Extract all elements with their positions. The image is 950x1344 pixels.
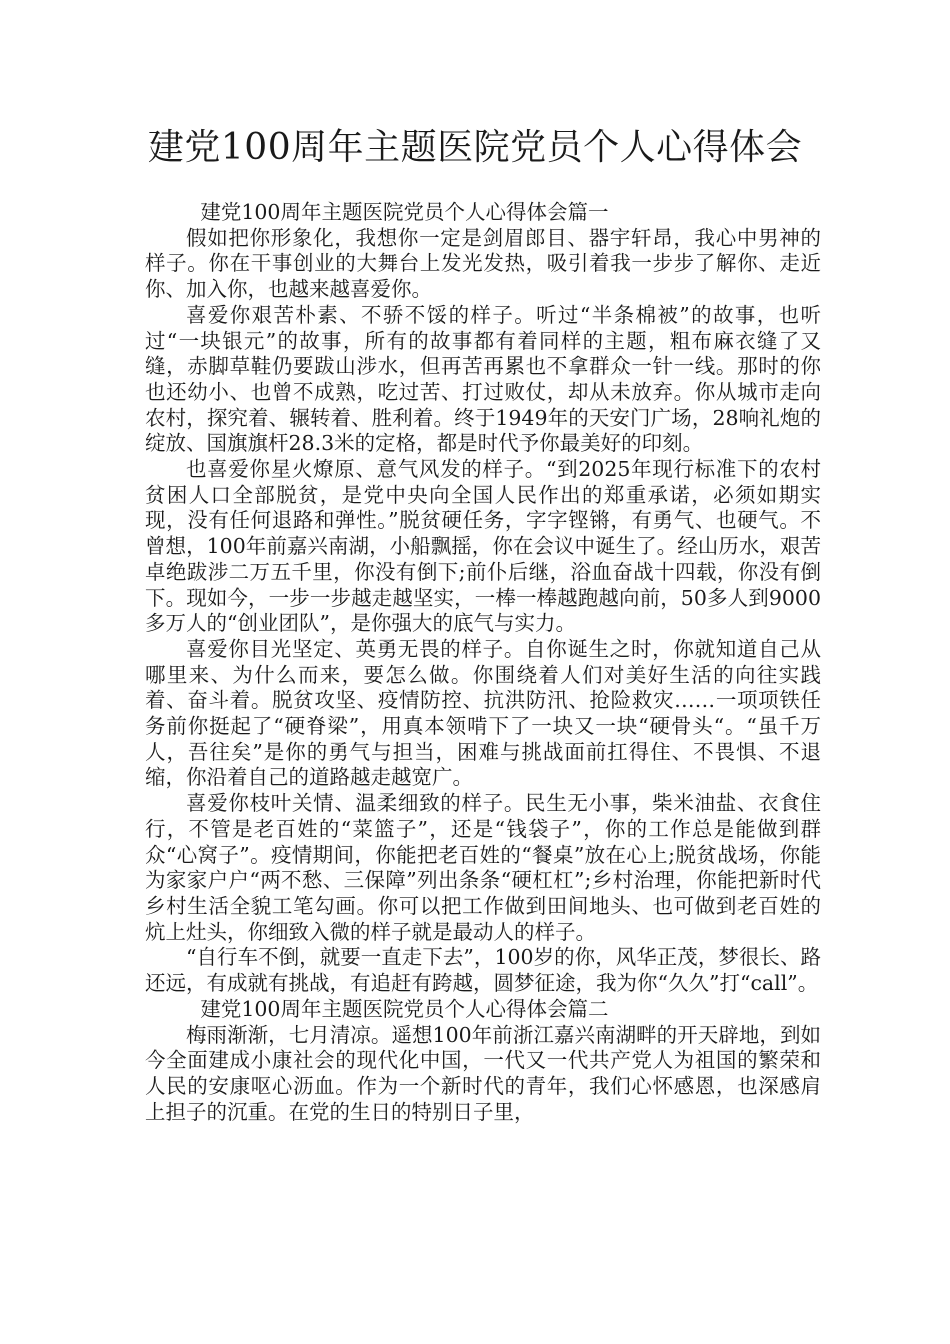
paragraph: “自行车不倒，就要一直走下去”，100岁的你，风华正茂，梦很长、路还远，有成就有挑战，有追赶有跨越，圆梦征途，我为你“久久”打“call”。	[145, 945, 821, 996]
document-body	[145, 200, 821, 1125]
paragraph: 喜爱你艰苦朴素、不骄不馁的样子。听过“半条棉被”的故事，也听过“一块银元”的故事，所有的故事都有着同样的主题，粗布麻衣缝了又缝，赤脚草鞋仍要跋山涉水，但再苦再累也不拿群众一针一线。那时的你也还幼小、也曾不成熟，吃过苦、打过败仗，却从未放弃。你从城市走向农村，探究着、辗转着、胜利着。终于1949年的天安门广场，28响礼炮的绽放、国旗旗杆28.3米的定格，都是时代予你最美好的印刻。	[145, 302, 821, 456]
paragraph: 假如把你形象化，我想你一定是剑眉郎目、器宇轩昂，我心中男神的样子。你在干事创业的大舞台上发光发热，吸引着我一步步了解你、走近你、加入你，也越来越喜爱你。	[145, 225, 821, 302]
section-heading-1: 建党100周年主题医院党员个人心得体会篇一	[200, 200, 609, 224]
paragraph: 梅雨渐渐，七月清凉。遥想100年前浙江嘉兴南湖畔的开天辟地，到如今全面建成小康社会的现代化中国，一代又一代共产党人为祖国的繁荣和人民的安康呕心沥血。作为一个新时代的青年，我们心怀感恩，也深感肩上担子的沉重。在党的生日的特别日子里，	[145, 1022, 821, 1124]
paragraph: 喜爱你枝叶关情、温柔细致的样子。民生无小事，柴米油盐、衣食住行，不管是老百姓的“菜篮子”，还是“钱袋子”，你的工作总是能做到群众“心窝子”。疫情期间，你能把老百姓的“餐桌”放在心上;脱贫战场，你能为家家户户“两不愁、三保障”列出条条“硬杠杠”;乡村治理，你能把新时代乡村生活全貌工笔勾画。你可以把工作做到田间地头、也可做到老百姓的炕上灶头，你细致入微的样子就是最动人的样子。	[145, 791, 821, 944]
paragraph: 喜爱你目光坚定、英勇无畏的样子。自你诞生之时，你就知道自己从哪里来、为什么而来，要怎么做。你围绕着人们对美好生活的向往实践着、奋斗着。脱贫攻坚、疫情防控、抗洪防汛、抢险救灾……一项项铁任务前你挺起了“硬脊梁”，用真本领啃下了一块又一块“硬骨头“。“虽千万人，吾往矣”是你的勇气与担当，困难与挑战面前扛得住、不畏惧、不退缩，你沿着自己的道路越走越宽广。	[145, 636, 821, 790]
section-heading-2: 建党100周年主题医院党员个人心得体会篇二	[200, 996, 609, 1021]
paragraph: 也喜爱你星火燎原、意气风发的样子。“到2025年现行标准下的农村贫困人口全部脱贫，是党中央向全国人民作出的郑重承诺，必须如期实现，没有任何退路和弹性。”脱贫硬任务，字字铿锵，有勇气、也硬气。不曾想，100年前嘉兴南湖，小船飘摇，你在会议中诞生了。经山历水，艰苦卓绝跋涉二万五千里，你没有倒下;前仆后继，浴血奋战十四载，你没有倒下。现如今，一步一步越走越坚实，一棒一棒越跑越向前，50多人到9000多万人的“创业团队”，是你强大的底气与实力。	[145, 457, 821, 636]
document-title: 建党100周年主题医院党员个人心得体会	[147, 127, 803, 168]
